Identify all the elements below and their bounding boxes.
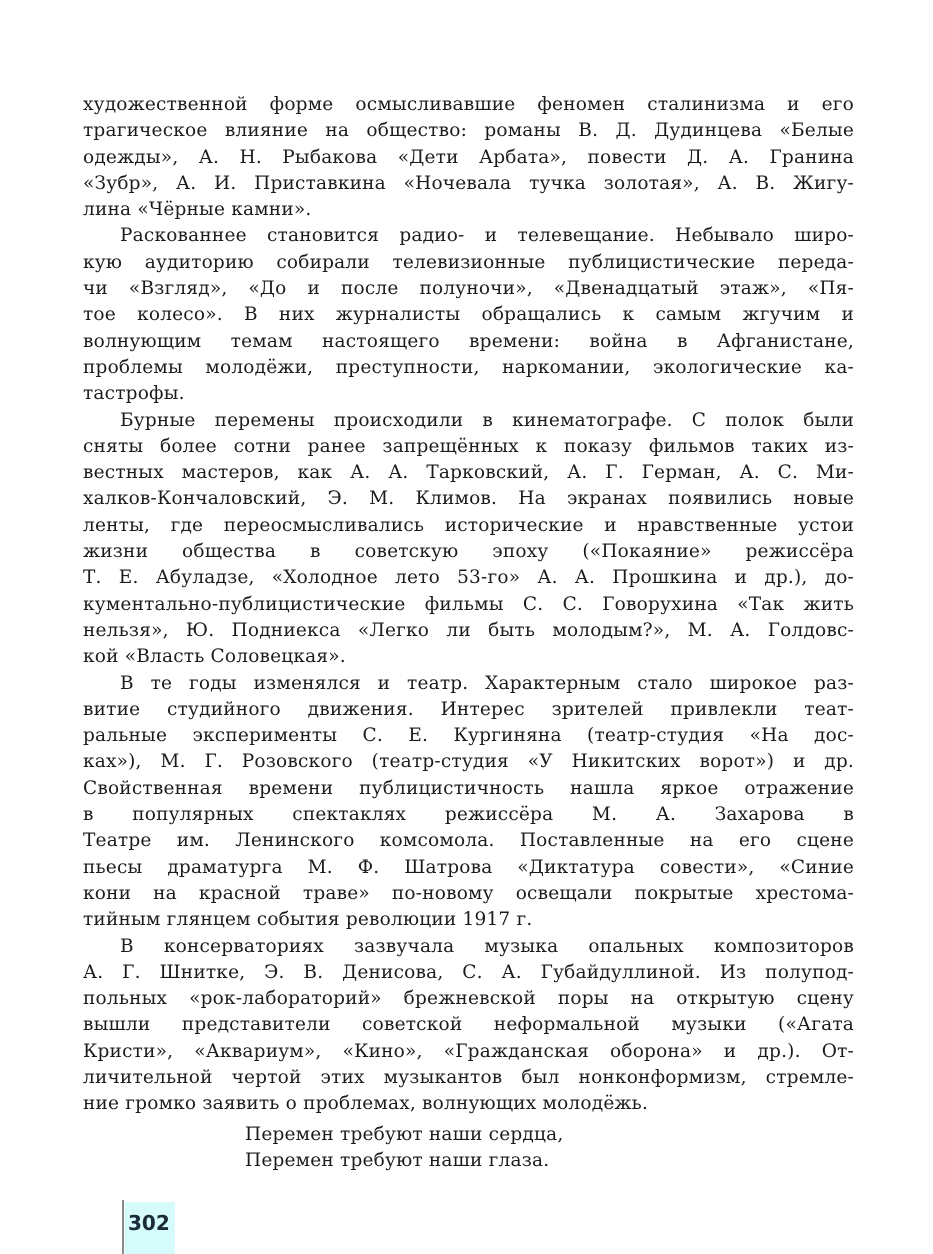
paragraph xyxy=(83,671,854,934)
paragraph xyxy=(83,223,854,407)
text-line: ние громко заявить о проблемах, волнующих молодёжь. xyxy=(83,1093,649,1115)
text-line: тое колесо». В них журналисты обращались к самым жгучим и xyxy=(83,304,854,326)
text-line: Бурные перемены происходили в кинематографе. С полок были xyxy=(120,409,854,431)
page-body xyxy=(83,92,854,1174)
text-line: трагическое влияние на общество: романы В. Д. Дудинцева «Белые xyxy=(83,120,854,142)
text-line: вестных мастеров, как А. А. Тарковский, А. Г. Герман, А. С. Ми- xyxy=(83,462,854,484)
paragraph xyxy=(83,408,854,671)
text-line: кую аудиторию собирали телевизионные публицистические переда- xyxy=(83,251,854,273)
page-number: 302 xyxy=(125,1202,175,1254)
text-line: Т. Е. Абуладзе, «Холодное лето 53-го» А. А. Прошкина и др.), до- xyxy=(83,567,854,589)
verse-line: Перемен требуют наши сердца, xyxy=(245,1123,564,1145)
text-line: в популярных спектаклях режиссёра М. А. Захарова в xyxy=(83,804,854,826)
text-line: витие студийного движения. Интерес зрителей привлекли теат- xyxy=(83,698,854,720)
text-line: ральные эксперименты С. Е. Кургиняна (театр-студия «На дос- xyxy=(83,725,854,747)
text-line: личительной чертой этих музыкантов был нонконформизм, стремле- xyxy=(83,1066,854,1088)
text-line: проблемы молодёжи, преступности, наркомании, экологические ка- xyxy=(83,356,854,378)
text-line: Свойственная времени публицистичность нашла яркое отражение xyxy=(83,777,854,799)
text-line: пьесы драматурга М. Ф. Шатрова «Диктатура совести», «Синие xyxy=(83,856,854,878)
text-line: В консерваториях зазвучала музыка опальных композиторов xyxy=(120,935,854,957)
text-line: польных «рок-лабораторий» брежневской поры на открытую сцену xyxy=(83,988,854,1010)
text-line: А. Г. Шнитке, Э. В. Денисова, С. А. Губайдуллиной. Из полупод- xyxy=(83,961,854,983)
paragraph xyxy=(83,934,854,1118)
text-line: лина «Чёрные камни». xyxy=(83,199,312,221)
text-line: кументально-публицистические фильмы С. С. Говорухина «Так жить xyxy=(83,593,854,615)
text-line: художественной форме осмысливавшие феномен сталинизма и его xyxy=(83,94,854,115)
text-line: одежды», А. Н. Рыбакова «Дети Арбата», повести Д. А. Гранина xyxy=(83,146,854,168)
text-line: кой «Власть Соловецкая». xyxy=(83,646,346,668)
text-line: халков-Кончаловский, Э. М. Климов. На экранах появились новые xyxy=(83,488,854,510)
text-line: В те годы изменялся и театр. Характерным стало широкое раз- xyxy=(120,672,854,694)
text-line: сняты более сотни ранее запрещённых к показу фильмов таких из- xyxy=(83,435,854,457)
text-line: волнующим темам настоящего времени: война в Афганистане, xyxy=(83,330,854,352)
text-line: Кристи», «Аквариум», «Кино», «Гражданская оборона» и др.). От- xyxy=(83,1040,854,1062)
text-line: тастрофы. xyxy=(83,383,185,405)
text-line: «Зубр», А. И. Приставкина «Ночевала тучка золотая», А. В. Жигу- xyxy=(83,172,854,194)
text-line: вышли представители советской неформальной музыки («Агата xyxy=(83,1014,854,1036)
text-line: жизни общества в советскую эпоху («Покаяние» режиссёра xyxy=(83,541,854,563)
text-line: чи «Взгляд», «До и после полуночи», «Двенадцатый этаж», «Пя- xyxy=(83,278,854,300)
text-line: ках»), М. Г. Розовского (театр-студия «У Никитских ворот») и др. xyxy=(83,751,854,773)
text-line: Театре им. Ленинского комсомола. Поставленные на его сцене xyxy=(83,830,854,852)
text-line: ленты, где переосмысливались исторические и нравственные устои xyxy=(83,514,854,536)
verse-line: Перемен требуют наши глаза. xyxy=(245,1149,550,1171)
text-line: тийным глянцем события революции 1917 г. xyxy=(83,909,533,931)
text-line: кони на красной траве» по-новому освещали покрытые хрестома- xyxy=(83,882,854,904)
verse-quote xyxy=(83,1122,854,1175)
text-line: нельзя», Ю. Подниекса «Легко ли быть молодым?», М. А. Голдовс- xyxy=(83,619,854,641)
text-line: Раскованнее становится радио- и телевещание. Небывало широ- xyxy=(120,225,854,247)
page-number-rule xyxy=(122,1200,124,1254)
paragraph xyxy=(83,92,854,223)
